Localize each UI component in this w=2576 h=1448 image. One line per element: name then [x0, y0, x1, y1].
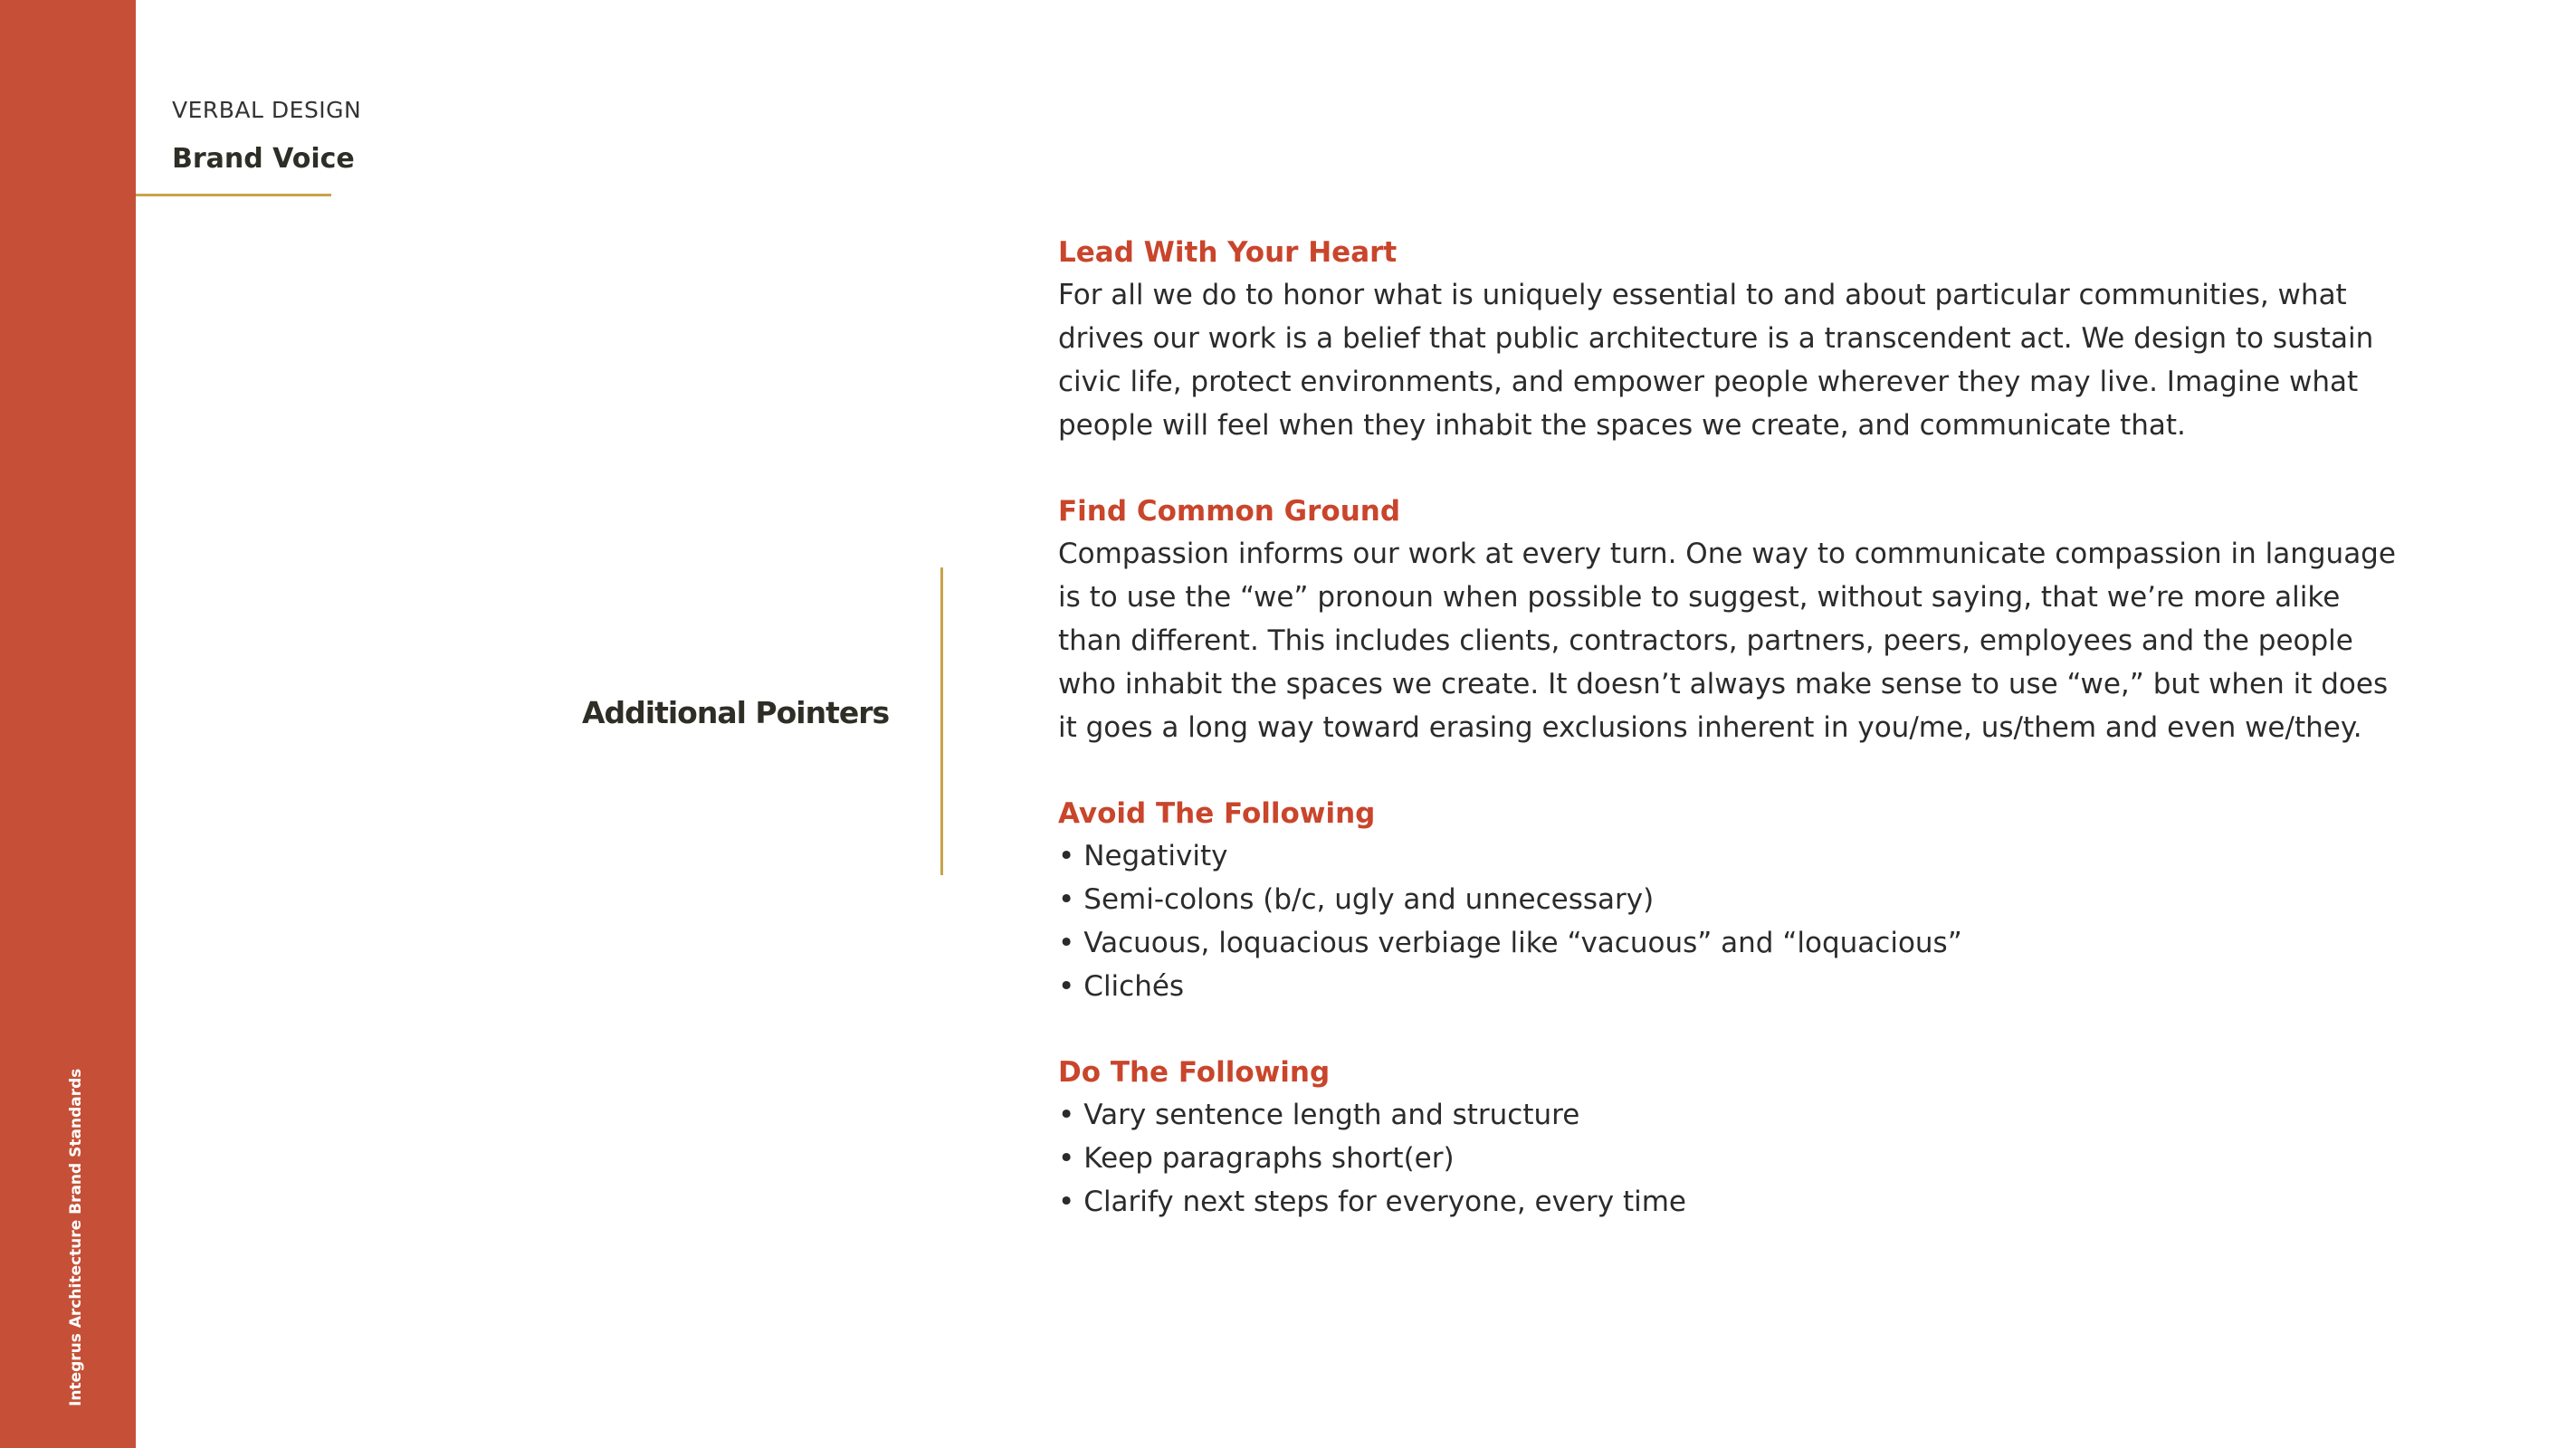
vertical-divider — [940, 567, 943, 875]
block-body: Compassion informs our work at every turn. One way to communicate compassion in language is to use the “we” pronoun when possible to suggest, without saying, that we’re more alike than different. This includes clients, contractors, partners, peers, employees and the people who inhabit the spaces we create. It doesn’t always make sense to use “we,” but when it does it goes a long way toward erasing exclusions inherent in you/me, us/them and even we/they. — [1058, 538, 2396, 744]
sidebar — [0, 0, 136, 1448]
block-title: Lead With Your Heart — [1058, 236, 1398, 269]
list-item: • Negativity — [1058, 834, 2398, 878]
list-item: • Clichés — [1058, 965, 2398, 1008]
page-title: Brand Voice — [172, 143, 355, 175]
list-item: • Vary sentence length and structure — [1058, 1093, 2398, 1137]
block-body: For all we do to honor what is uniquely essential to and about particular communities, what drives our work is a belief that public architecture is a transcendent act. We design to sustain civic life, protect environments, and empower people wherever they may live. Imagine what people will feel when they inhabit the spaces we create, and communicate that. — [1058, 279, 2374, 442]
bullet-list — [1058, 1093, 2398, 1224]
block-avoid-the-following — [1058, 793, 2398, 1008]
block-do-the-following — [1058, 1052, 2398, 1224]
block-title: Avoid The Following — [1058, 797, 1376, 830]
list-item: • Semi-colons (b/c, ugly and unnecessary) — [1058, 878, 2398, 921]
block-lead-with-heart — [1058, 232, 2398, 447]
sidebar-brand-text: Integrus Architecture Brand Standards — [67, 1068, 85, 1406]
list-item: • Vacuous, loquacious verbiage like “vacuous” and “loquacious” — [1058, 921, 2398, 965]
block-find-common-ground — [1058, 491, 2398, 749]
content-column — [1058, 232, 2398, 1267]
list-item: • Keep paragraphs short(er) — [1058, 1137, 2398, 1180]
pointers-heading: Additional Pointers — [582, 695, 890, 730]
title-underline — [136, 194, 331, 196]
list-item: • Clarify next steps for everyone, every time — [1058, 1180, 2398, 1224]
section-label: VERBAL DESIGN — [172, 97, 362, 123]
block-title: Find Common Ground — [1058, 495, 1401, 528]
bullet-list — [1058, 834, 2398, 1008]
block-title: Do The Following — [1058, 1056, 1331, 1089]
